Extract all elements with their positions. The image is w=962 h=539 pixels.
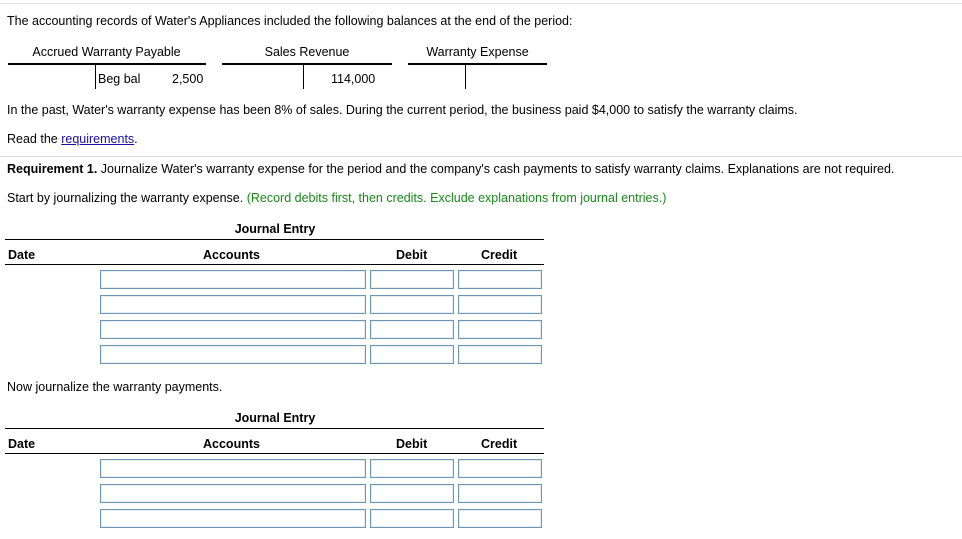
journal-entry-1-row-1-debit-input[interactable] [371, 271, 453, 288]
start-hint: (Record debits first, then credits. Exclude explanations from journal entries.) [246, 191, 667, 205]
journal-entry-1-top-line [5, 239, 544, 240]
journal-entry-2-row-1-account-cell [100, 459, 366, 478]
read-requirements-line [7, 132, 138, 146]
journal-entry-1-row-2-account-cell [100, 295, 366, 314]
journal-entry-2-row-1-credit-cell [458, 459, 542, 478]
journal-entry-1-row-3-debit-cell [370, 320, 454, 339]
journal-entry-2-row-3-credit-input[interactable] [459, 510, 541, 527]
journal-entry-2-row-2-debit-cell [370, 484, 454, 503]
journal-entry-1-row-2-debit-cell [370, 295, 454, 314]
requirements-link[interactable]: requirements [61, 132, 135, 146]
journal-entry-2-row-1-debit-cell [370, 459, 454, 478]
t-account-sales-value: 114,000 [331, 72, 376, 86]
journal-entry-1-row-1-debit-cell [370, 270, 454, 289]
journal-entry-2-row-2-debit-input[interactable] [371, 485, 453, 502]
journal-entry-2-date-header: Date [8, 437, 36, 451]
journal-entry-1-row-2-account-input[interactable] [101, 296, 365, 313]
journal-entry-1-row-1-credit-input[interactable] [459, 271, 541, 288]
journal-entry-1-row-4-credit-cell [458, 345, 542, 364]
journal-entry-2-header-line [5, 453, 544, 454]
read-prefix: Read the [7, 132, 62, 146]
journal-entry-2-row-2-account-cell [100, 484, 366, 503]
journal-entry-2-row-3-credit-cell [458, 509, 542, 528]
journal-entry-1-row-3-account-input[interactable] [101, 321, 365, 338]
journal-entry-2-row-2-credit-cell [458, 484, 542, 503]
journal-entry-1-debit-header: Debit [396, 248, 428, 262]
requirement-1-text [7, 162, 894, 176]
read-suffix: . [134, 132, 138, 146]
requirement-1-label: Requirement 1. [7, 162, 98, 176]
journal-entry-1-title: Journal Entry [234, 222, 316, 236]
journal-entry-1-row-2-debit-input[interactable] [371, 296, 453, 313]
journal-entry-2-debit-header: Debit [396, 437, 428, 451]
journal-entry-2-accounts-header: Accounts [203, 437, 260, 451]
intro-text: The accounting records of Water's Appliances included the following balances at the end of the period: [7, 14, 573, 28]
past-info-text: In the past, Water's warranty expense has been 8% of sales. During the current period, the business paid $4,000 to satisfy the warranty claims. [7, 103, 798, 117]
t-account-top-line [408, 63, 547, 65]
t-account-top-line [8, 63, 206, 65]
journal-entry-2-row-3-account-input[interactable] [101, 510, 365, 527]
journal-entry-1-row-3-account-cell [100, 320, 366, 339]
t-account-center-line [303, 64, 304, 89]
journal-entry-2-row-2-credit-input[interactable] [459, 485, 541, 502]
journal-entry-1-row-4-credit-input[interactable] [459, 346, 541, 363]
t-account-title-sales-revenue: Sales Revenue [264, 45, 350, 59]
journal-entry-1-row-1-account-cell [100, 270, 366, 289]
journal-entry-2-row-1-account-input[interactable] [101, 460, 365, 477]
t-account-title-warranty-expense: Warranty Expense [426, 45, 529, 59]
journal-entry-2-row-3-debit-cell [370, 509, 454, 528]
journal-entry-2-row-3-account-cell [100, 509, 366, 528]
journal-entry-2-credit-header: Credit [481, 437, 518, 451]
journal-entry-1-date-header: Date [8, 248, 36, 262]
top-divider [0, 3, 962, 4]
journal-entry-1-row-4-account-input[interactable] [101, 346, 365, 363]
journal-entry-1-row-1-credit-cell [458, 270, 542, 289]
journal-entry-2-row-2-account-input[interactable] [101, 485, 365, 502]
section-divider [0, 156, 962, 157]
journal-entry-1-row-4-debit-input[interactable] [371, 346, 453, 363]
journal-entry-1-row-3-credit-cell [458, 320, 542, 339]
journal-entry-1-row-3-credit-input[interactable] [459, 321, 541, 338]
journal-entry-1-row-2-credit-cell [458, 295, 542, 314]
t-account-center-line [465, 64, 466, 89]
journal-entry-1-accounts-header: Accounts [203, 248, 260, 262]
journal-entry-1-row-3-debit-input[interactable] [371, 321, 453, 338]
journal-entry-2-row-1-credit-input[interactable] [459, 460, 541, 477]
journal-entry-2-top-line [5, 428, 544, 429]
journal-entry-2-title: Journal Entry [234, 411, 316, 425]
t-account-beg-bal-value: 2,500 [172, 72, 204, 86]
now-journalize-text: Now journalize the warranty payments. [7, 380, 223, 394]
journal-entry-2-row-1-debit-input[interactable] [371, 460, 453, 477]
t-account-beg-bal-label: Beg bal [98, 72, 141, 86]
journal-entry-1-row-4-account-cell [100, 345, 366, 364]
t-account-top-line [222, 63, 392, 65]
start-text: Start by journalizing the warranty expense. [7, 191, 247, 205]
journal-entry-1-header-line [5, 264, 544, 265]
journal-entry-1-credit-header: Credit [481, 248, 518, 262]
start-instruction [7, 191, 666, 205]
journal-entry-1-row-2-credit-input[interactable] [459, 296, 541, 313]
t-account-center-line [95, 64, 96, 89]
requirement-1-body: Journalize Water's warranty expense for the period and the company's cash payments to satisfy warranty claims. Explanations are not required. [97, 162, 895, 176]
journal-entry-1-row-4-debit-cell [370, 345, 454, 364]
journal-entry-2-row-3-debit-input[interactable] [371, 510, 453, 527]
journal-entry-1-row-1-account-input[interactable] [101, 271, 365, 288]
t-account-title-accrued-warranty-payable: Accrued Warranty Payable [32, 45, 181, 59]
